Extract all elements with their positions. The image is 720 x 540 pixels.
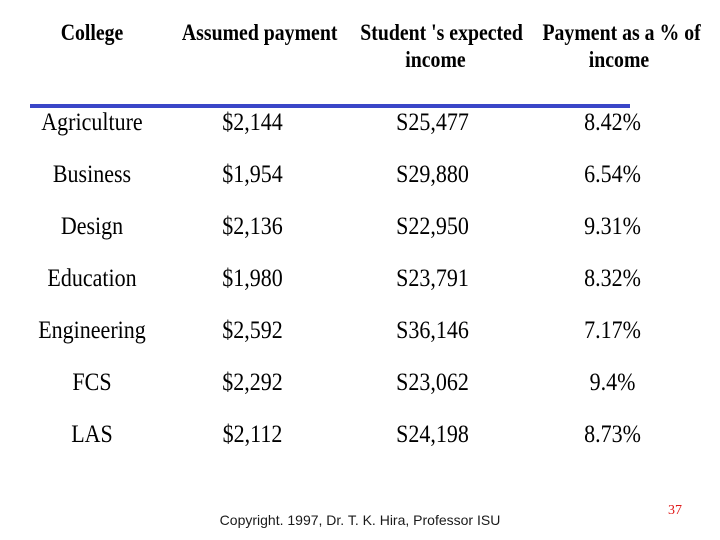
cell-payment: $2,112 (222, 421, 283, 448)
header-income-line1: Student 's expected (360, 20, 523, 45)
cell-percent: 8.42% (584, 109, 641, 136)
header-college-label: College (60, 20, 124, 45)
cell-percent: 9.31% (584, 213, 641, 240)
header-payment-percent (542, 19, 701, 73)
cell-percent: 8.73% (584, 421, 641, 448)
table-row (0, 262, 720, 302)
cell-percent: 9.4% (589, 369, 636, 396)
table-row (0, 158, 720, 198)
header-assumed-payment (181, 19, 338, 46)
cell-college: Design (60, 213, 124, 240)
cell-income: S23,062 (396, 369, 469, 396)
table-row (0, 210, 720, 250)
header-pct-line1: Payment as a % of (542, 20, 701, 45)
copyright-footer: Copyright. 1997, Dr. T. K. Hira, Professor ISU (219, 512, 501, 528)
header-pct-line2: income (588, 47, 650, 72)
table-row (0, 314, 720, 354)
header-expected-income (360, 19, 523, 73)
cell-payment: $1,980 (222, 265, 283, 292)
cell-payment: $2,592 (222, 317, 283, 344)
cell-college: Business (52, 161, 132, 188)
cell-income: S36,146 (396, 317, 469, 344)
header-income-line2: income (405, 47, 466, 72)
cell-college: LAS (71, 421, 113, 448)
table-row (0, 418, 720, 458)
header-payment-label: Assumed payment (181, 20, 338, 45)
cell-payment: $2,136 (222, 213, 283, 240)
header-college (49, 19, 135, 46)
table-row (0, 366, 720, 406)
cell-income: S23,791 (396, 265, 469, 292)
cell-income: S25,477 (396, 109, 469, 136)
cell-percent: 8.32% (584, 265, 641, 292)
cell-college: Engineering (38, 317, 146, 344)
cell-percent: 7.17% (584, 317, 641, 344)
cell-income: S29,880 (396, 161, 469, 188)
cell-percent: 6.54% (584, 161, 641, 188)
cell-payment: $1,954 (222, 161, 283, 188)
cell-income: S22,950 (396, 213, 469, 240)
cell-payment: $2,144 (222, 109, 283, 136)
cell-college: Education (47, 265, 137, 292)
table-row (0, 106, 720, 146)
cell-payment: $2,292 (222, 369, 283, 396)
cell-college: Agriculture (41, 109, 143, 136)
cell-college: FCS (72, 369, 112, 396)
page-number: 37 (668, 503, 682, 518)
cell-income: S24,198 (396, 421, 469, 448)
